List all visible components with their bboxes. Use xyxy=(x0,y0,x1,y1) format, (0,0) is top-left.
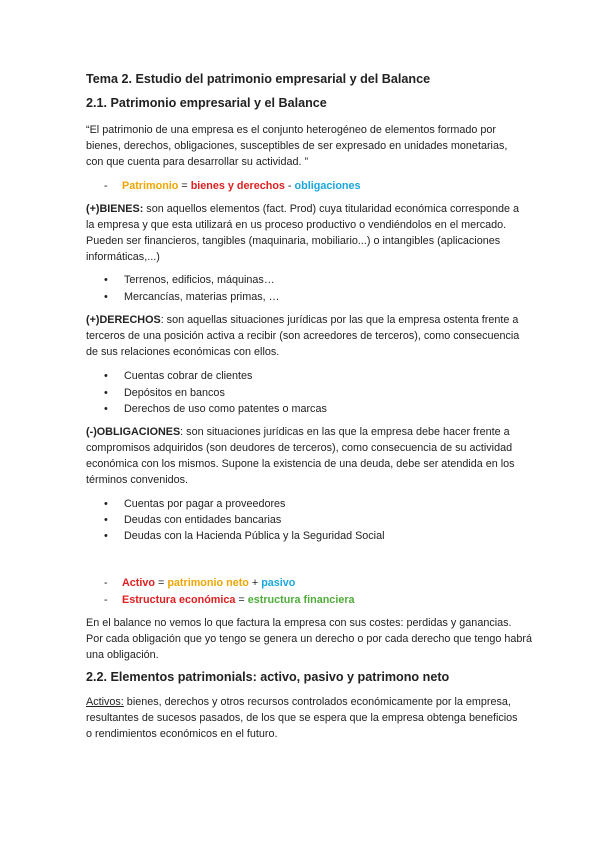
bullet-icon: • xyxy=(104,370,108,382)
equals-sign: = xyxy=(178,180,191,192)
bullet-icon: • xyxy=(104,498,108,510)
list-item-text: Terrenos, edificios, máquinas… xyxy=(124,274,275,286)
dash-bullet: - xyxy=(104,180,108,192)
bullet-icon: • xyxy=(104,403,108,415)
obligaciones-text-1: : son situaciones jurídicas en las que la empresa debe hacer frente a xyxy=(180,426,510,438)
term-bienes-derechos: bienes y derechos xyxy=(190,180,285,192)
list-item-text: Cuentas cobrar de clientes xyxy=(124,370,253,382)
bullet-icon: • xyxy=(104,387,108,399)
minus-sign: - xyxy=(284,180,295,192)
equals-sign: = xyxy=(235,594,248,606)
equals-sign: = xyxy=(155,577,168,589)
obligaciones-label: (-)OBLIGACIONES xyxy=(86,426,181,438)
list-item xyxy=(104,368,252,384)
derechos-line-1 xyxy=(86,312,518,328)
obligaciones-line-4: términos convenidos. xyxy=(86,474,189,486)
balance-line-1: En el balance no vemos lo que factura la empresa con sus costes: perdidas y ganancias. xyxy=(86,617,512,629)
derechos-line-2: terceros de una posición activa a recibir (son acreedores de terceros), como consecuencia xyxy=(86,330,520,342)
term-estructura-economica: Estructura económica xyxy=(122,594,236,606)
quote-line-2: bienes, derechos, obligaciones, susceptibles de ser expresado en unidades monetarias, xyxy=(86,140,508,152)
activos-line-1 xyxy=(86,694,511,710)
bienes-line-4: informáticas,...) xyxy=(86,251,160,263)
list-item-text: Depósitos en bancos xyxy=(124,387,225,399)
quote-line-3: con que cuenta para desarrollar su actividad. ” xyxy=(86,156,309,168)
list-item xyxy=(104,272,275,288)
term-obligaciones: obligaciones xyxy=(294,180,361,192)
activos-text-1: bienes, derechos y otros recursos controlados económicamente por la empresa, xyxy=(123,696,511,708)
list-item-text: Cuentas por pagar a proveedores xyxy=(124,498,286,510)
formula-activo xyxy=(104,575,295,591)
obligaciones-line-2: compromisos adquiridos (son deudores de terceros), como consecuencia de su actividad xyxy=(86,442,513,454)
list-item-text: Deudas con entidades bancarias xyxy=(124,514,282,526)
bienes-text-1: son aquellos elementos (fact. Prod) cuya titularidad económica corresponde a xyxy=(143,203,519,215)
term-activo: Activo xyxy=(122,577,155,589)
bienes-line-2: la empresa y que esta utilizará en us proceso productivo o vendiéndolos en el mercado. xyxy=(86,219,507,231)
quote-line-1: “El patrimonio de una empresa es el conjunto heterogéneo de elementos formado por xyxy=(86,124,496,136)
derechos-line-3: de sus relaciones económicas con ellos. xyxy=(86,346,280,358)
bienes-line-3: Pueden ser financieros, tangibles (maquinaria, mobiliario...) o intangibles (aplicaciones xyxy=(86,235,501,247)
balance-line-3: una obligación. xyxy=(86,649,159,661)
term-estructura-financiera: estructura financiera xyxy=(247,594,355,606)
bienes-label: (+)BIENES: xyxy=(86,203,144,215)
list-item xyxy=(104,512,281,528)
obligaciones-line-3: económica con los mismos. Supone la existencia de una deuda, debe ser atendida en los xyxy=(86,458,515,470)
term-patrimonio: Patrimonio xyxy=(122,180,179,192)
activos-line-3: o rendimientos económicos en el futuro. xyxy=(86,728,278,740)
activos-line-2: resultantes de sucesos pasados, de los que se espera que la empresa obtenga beneficios xyxy=(86,712,518,724)
formula-patrimonio xyxy=(104,178,361,194)
list-item xyxy=(104,289,279,305)
section-heading-2-1: 2.1. Patrimonio empresarial y el Balance xyxy=(86,96,327,110)
list-item xyxy=(104,401,327,417)
bullet-icon: • xyxy=(104,291,108,303)
balance-line-2: Por cada obligación que yo tengo se genera un derecho o por cada derecho que tengo habrá xyxy=(86,633,533,645)
dash-bullet: - xyxy=(104,594,108,606)
list-item xyxy=(104,528,385,544)
list-item-text: Mercancías, materias primas, … xyxy=(124,291,280,303)
activos-label: Activos: xyxy=(86,696,124,708)
list-item xyxy=(104,385,225,401)
formula-estructura xyxy=(104,592,355,608)
list-item xyxy=(104,496,285,512)
derechos-text-1: : son aquellas situaciones jurídicas por las que la empresa ostenta frente a xyxy=(160,314,519,326)
term-patrimonio-neto: patrimonio neto xyxy=(167,577,249,589)
document-title: Tema 2. Estudio del patrimonio empresarial y del Balance xyxy=(86,72,431,86)
list-item-text: Derechos de uso como patentes o marcas xyxy=(124,403,327,415)
term-pasivo: pasivo xyxy=(261,577,296,589)
obligaciones-line-1 xyxy=(86,424,510,440)
bienes-line-1 xyxy=(86,201,519,217)
dash-bullet: - xyxy=(104,577,108,589)
section-heading-2-2: 2.2. Elementos patrimonials: activo, pasivo y patrimono neto xyxy=(86,670,450,684)
bullet-icon: • xyxy=(104,514,108,526)
plus-sign: + xyxy=(248,577,262,589)
bullet-icon: • xyxy=(104,274,108,286)
bullet-icon: • xyxy=(104,530,108,542)
derechos-label: (+)DERECHOS xyxy=(86,314,161,326)
list-item-text: Deudas con la Hacienda Pública y la Seguridad Social xyxy=(124,530,385,542)
